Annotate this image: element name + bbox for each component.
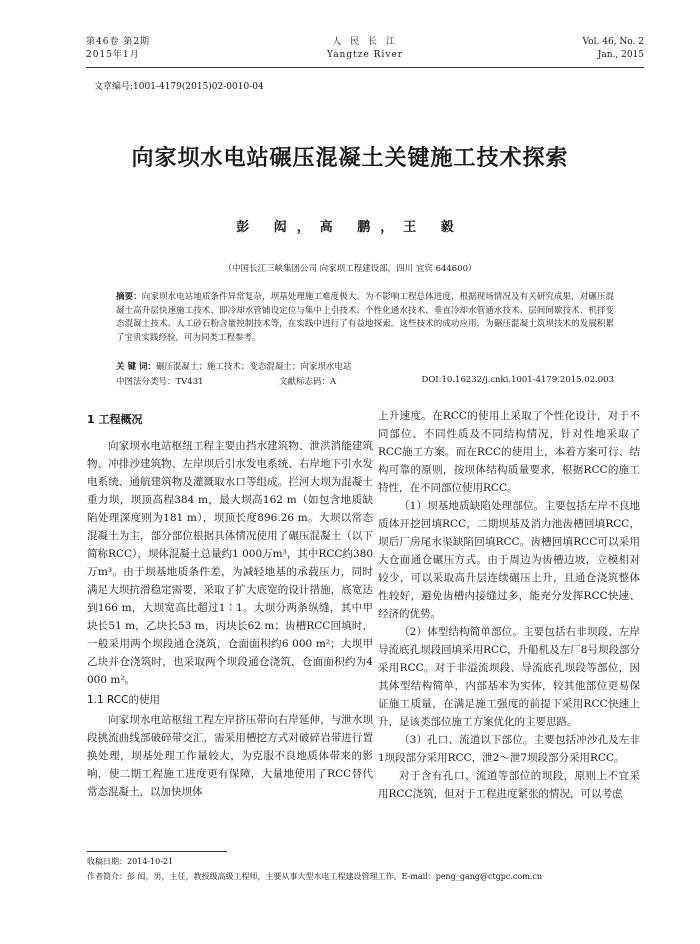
author-bio: 作者简介：彭 闳，男，主任，教授级高级工程师，主要从事大型水电工程建设管理工作。E-mail：peng_gang@ctgpc.com.cn (87, 872, 543, 881)
subsection-heading: 1.1 RCC的使用 (87, 694, 160, 706)
abstract-label: 摘要： (116, 292, 142, 302)
body-paragraph: 上升速度。在RCC的使用上采取了个性化设计，对于不同部位、不同性质及不同结构情况，针对性地采取了RCC施工方案。而在RCC的使用上，本着方案可行、结构可靠的原则，按坝体结构质量要求，根据RCC的施工特性，在不同部位使用RCC。 (378, 410, 640, 494)
list-item: （2）体型结构简单部位。主要包括右非坝段、左岸导流底孔坝段回填采用RCC，升船机及左厂8号坝段部分采用RCC。对于非溢流坝段、导流底孔坝段等部位，因其体型结构简单，内部基本为实体，较其他部位更易保证施工质量，在满足施工强度的前提下采用RCC快速上升，是该类部位施工方案优化的主要思路。 (378, 626, 640, 728)
left-column (87, 407, 373, 801)
doi: DOI:10.16232/j.cnki.1001-4179.2015.02.003 (421, 375, 614, 385)
clc-number: 中图法分类号：TV431 (116, 377, 204, 387)
abstract (116, 291, 614, 345)
classification-line (116, 375, 614, 389)
author-affiliation: （中国长江三峡集团公司 向家坝工程建设部，四川 宜宾 644600） (223, 264, 477, 274)
list-item: （1）坝基地质缺陷处理部位。主要包括左岸不良地质体开挖回填RCC，二期坝基及消力池齿槽回填RCC，坝后厂房尾水渠缺陷回填RCC。齿槽回填RCC可以采用大仓面通仓碾压方式。由于周边为齿槽边坡，立模相对较少，可以采取高升层连续碾压上升，且通仓浇筑整体性较好，避免齿槽内接缝过多，能充分发挥RCC快速、经济的优势。 (378, 500, 640, 620)
keywords-text: 碾压混凝土；施工技术；变态混凝土；向家坝水电站 (155, 362, 352, 372)
keywords-label: 关 键 词： (116, 362, 156, 372)
article-number: 文章编号:1001-4179(2015)02-0010-04 (94, 82, 264, 92)
received-date: 收稿日期：2014-10-21 (87, 857, 174, 866)
abstract-text: 向家坝水电站地质条件异常复杂，坝基处理施工难度极大。为不影响工程总体进度，根据现场情况及有关研究成果，对碾压混凝土高升层快速施工技术、即冷却水管铺设定位与集中上引技术、个性化通水技术、垂直冷却水管通水技术、层间间歇技术、机拌变态混凝土技术、人工砂石粉含量控制技术等，在实践中进行了有益地探索。这些技术的成功应用，为碾压混凝土筑坝技术的发展积累了宝贵实践经验，可为同类工程参考。 (116, 292, 614, 343)
running-header (86, 36, 644, 68)
footnote-rule (87, 851, 227, 852)
paper-title: 向家坝水电站碾压混凝土关键施工技术探索 (131, 146, 569, 171)
body-paragraph: 对于含有孔口、流道等部位的坝段，原则上不宜采用RCC浇筑，但对于工程进度紧张的情况，可以考虑 (378, 770, 640, 800)
section-heading: 1 工程概况 (87, 413, 143, 426)
document-code: 文献标志码：A (279, 377, 337, 387)
list-item: （3）孔口、流道以下部位。主要包括冲沙孔及左非1坝段部分采用RCC，泄2～泄7坝段部分采用RCC。 (378, 734, 640, 764)
body-paragraph: 向家坝水电站枢纽工程主要由挡水建筑物、泄洪消能建筑物、冲排沙建筑物、左岸坝后引水发电系统、右岸地下引水发电系统、通航建筑物及灌溉取水口等组成。拦河大坝为混凝土重力坝，坝顶高程384 m，最大坝高162 m（如包含地质缺陷处理深度则为181 m），坝顶长度896.26 m。大坝以常态混凝土为主，部分部位根据具体情况使用了碾压混凝土（以下简称RCC），坝体混凝土总量约1 000万m³，其中RCC约380万m³。由于坝基地质条件差，为减轻地基的承载压力，同时满足大坝抗滑稳定需要，采取了扩大底宽的设计措施，底宽达到166 m，大坝宽高比超过1∶1。大坝分两条纵缝，其中甲块长51 m，乙块长53 m，丙块长62 m；齿槽RCC回填时，一般采用两个坝段通仓浇筑，仓面面积约6 000 m²；大坝甲乙块并仓浇筑时，也采取两个坝段通仓浇筑，仓面面积约为4 000 m²。 (87, 440, 373, 686)
header-journal: 人 民 长 江 Yangtze River (326, 37, 404, 60)
body-paragraph: 向家坝水电站枢纽工程左岸挤压带向右岸延伸，与泄水坝段挑流曲线部破碎带交汇，需采用槽挖方式对破碎岩带进行置换处理，坝基处理工作量较大，为克服不良地质体带来的影响，使二期工程施工进度更有保障，大量地使用了RCC替代常态混凝土，以加快坝体 (87, 714, 373, 798)
header-volume-en: Vol. 46, No. 2 Jan., 2015 (582, 37, 644, 60)
right-column (378, 407, 640, 803)
paper-authors: 彭 闳，高 鹏，王 毅 (236, 220, 464, 235)
header-volume-cn: 第46卷 第2期 2015年1月 (86, 37, 151, 60)
keywords (116, 360, 614, 372)
header-rule (86, 67, 644, 68)
